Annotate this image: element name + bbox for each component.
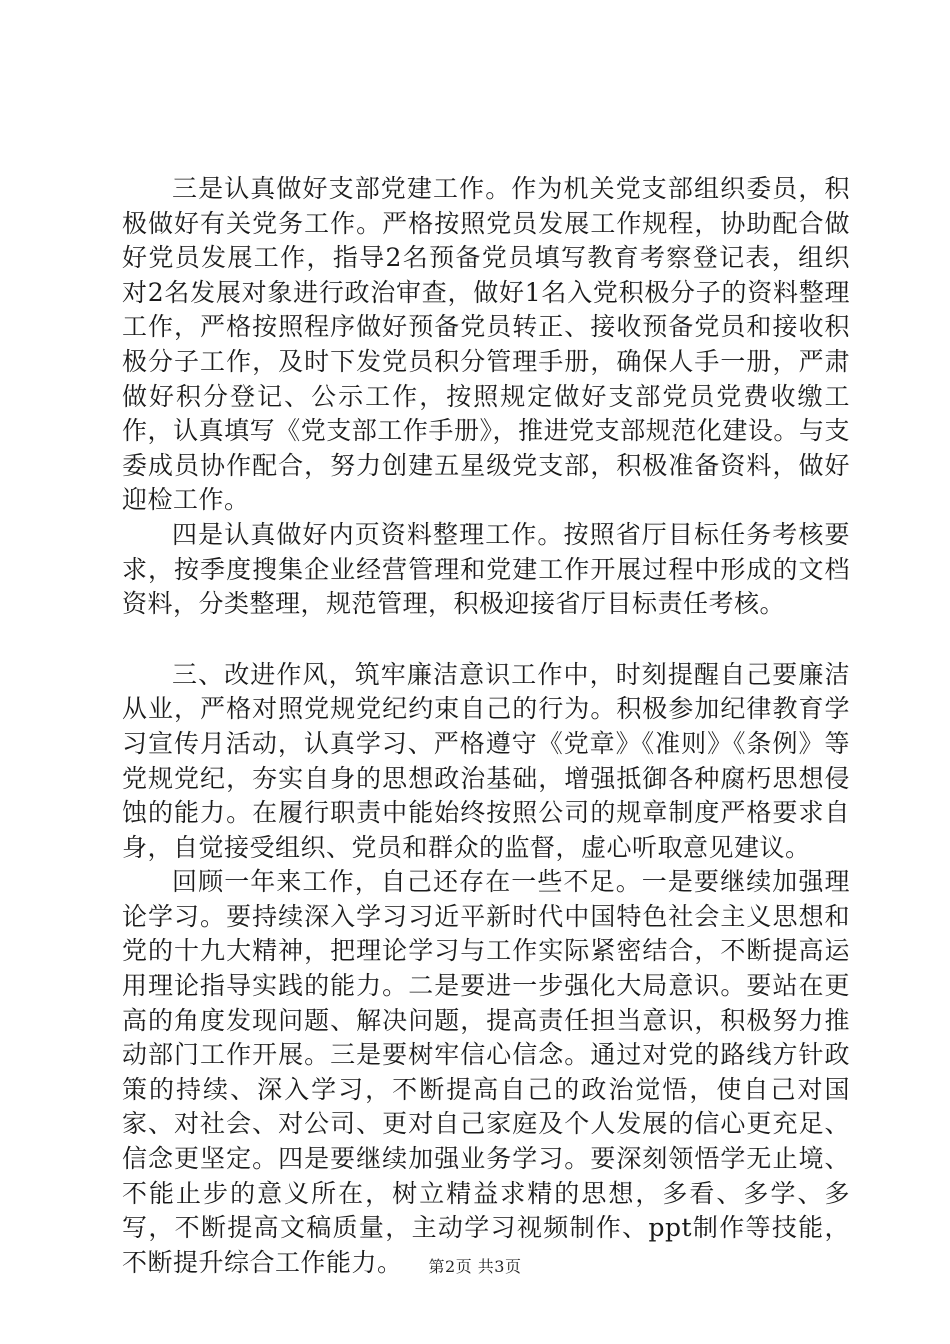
paragraph-work-style: 三、改进作风，筑牢廉洁意识工作中，时刻提醒自己要廉洁从业，严格对照党规党纪约束自己的行为。积极参加纪律教育学习宣传月活动，认真学习、严格遵守《党章》《准则》《条例》等党规党纪，夯实自身的思想政治基础，增强抵御各种腐朽思想侵蚀的能力。在履行职责中能始终按照公司的规章制度严格要求自身，自觉接受组织、党员和群众的监督，虚心听取意见建议。 [122,659,850,862]
page-number-footer: 第2页 共3页 [428,1257,522,1276]
paragraph-spacer [122,622,850,658]
document-body [122,172,850,1280]
paragraph-review-shortcomings: 回顾一年来工作，自己还存在一些不足。一是要继续加强理论学习。要持续深入学习习近平新时代中国特色社会主义思想和党的十九大精神，把理论学习与工作实际紧密结合，不断提高运用理论指导实践的能力。二是要进一步强化大局意识。要站在更高的角度发现问题、解决问题，提高责任担当意识，积极努力推动部门工作开展。三是要树牢信心信念。通过对党的路线方针政策的持续、深入学习，不断提高自己的政治觉悟，使自己对国家、对社会、对公司、更对自己家庭及个人发展的信心更充足、信念更坚定。四是要继续加强业务学习。要深刻领悟学无止境、不能止步的意义所在，树立精益求精的思想，多看、多学、多写，不断提高文稿质量，主动学习视频制作、ppt制作等技能，不断提升综合工作能力。 [122,867,850,1277]
paragraph-party-building: 三是认真做好支部党建工作。作为机关党支部组织委员，积极做好有关党务工作。严格按照党员发展工作规程，协助配合做好党员发展工作，指导2名预备党员填写教育考察登记表，组织对2名发展对象进行政治审查，做好1名入党积极分子的资料整理工作，严格按照程序做好预备党员转正、接收预备党员和接收积极分子工作，及时下发党员积分管理手册，确保人手一册，严肃做好积分登记、公示工作，按照规定做好支部党员党费收缴工作，认真填写《党支部工作手册》，推进党支部规范化建设。与支委成员协作配合，努力创建五星级党支部，积极准备资料，做好迎检工作。 [122,174,850,515]
paragraph-archive-work: 四是认真做好内页资料整理工作。按照省厅目标任务考核要求，按季度搜集企业经营管理和党建工作开展过程中形成的文档资料，分类整理，规范管理，积极迎接省厅目标责任考核。 [122,519,850,619]
